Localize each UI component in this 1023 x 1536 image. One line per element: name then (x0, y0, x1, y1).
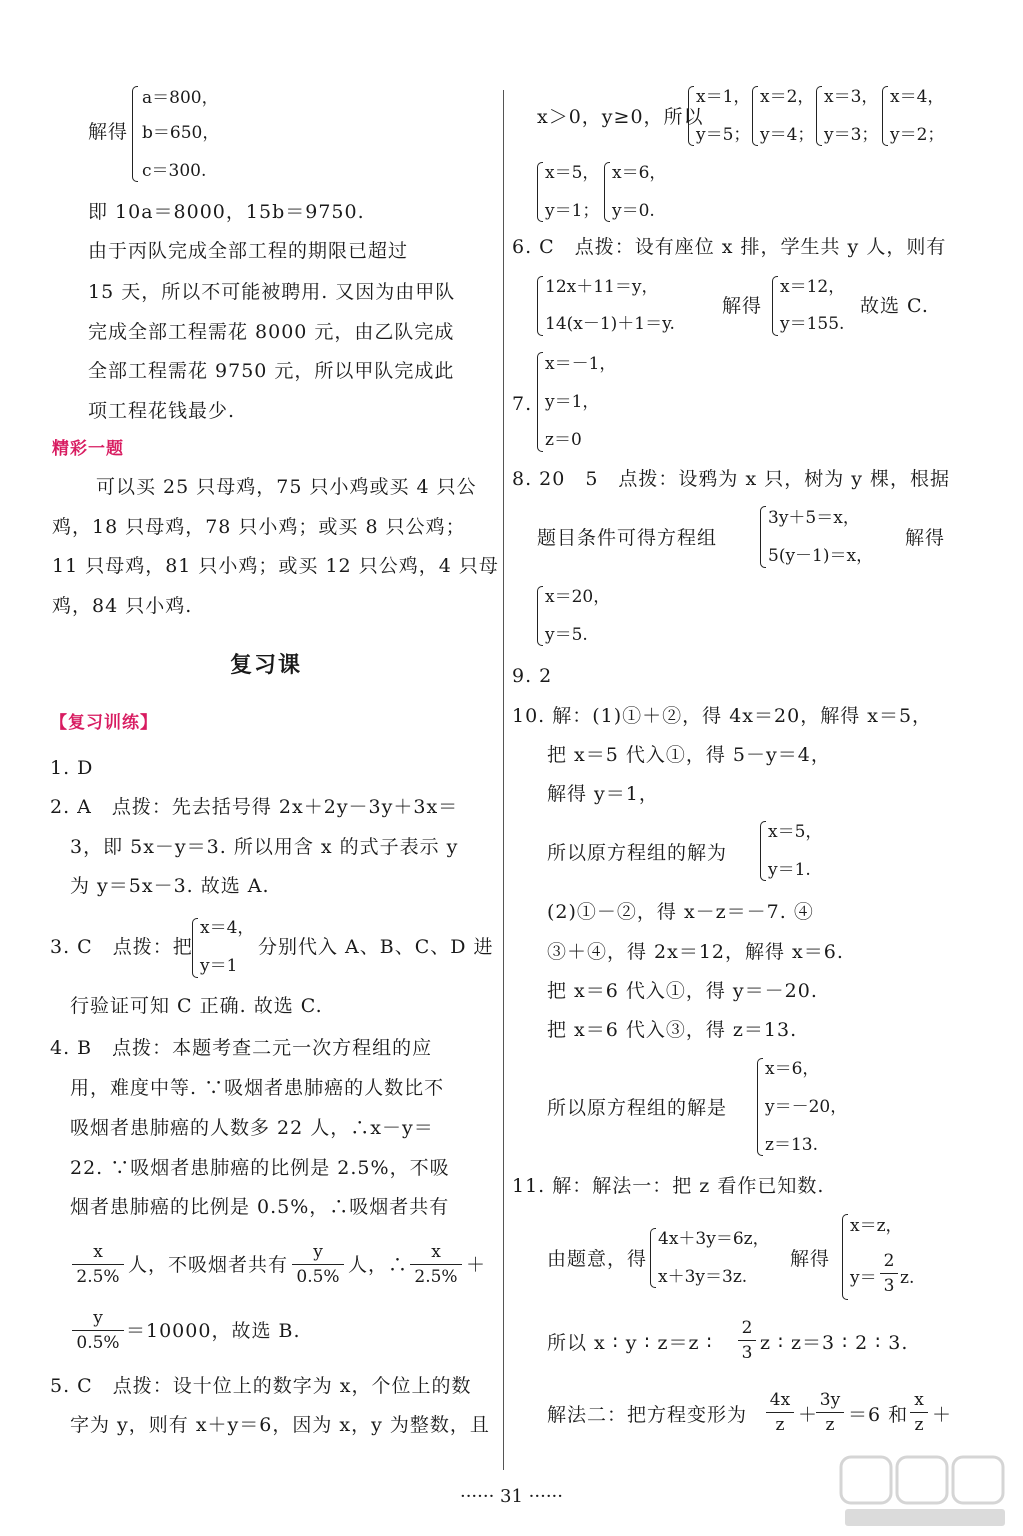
eq: x＝z， (850, 1216, 903, 1236)
brace (537, 352, 543, 452)
question-3-post: 分别代入 A、B、C、D 进 (258, 936, 494, 958)
question-3-pre: 3. C 点拨：把 (50, 936, 193, 958)
question-9: 9. 2 (512, 665, 553, 687)
text: 所以原方程组的解为 (547, 842, 728, 864)
text-line: 完成全部工程需花 8000 元，由乙队完成 (88, 321, 455, 343)
question-6: 6. C 点拨：设有座位 x 排，学生共 y 人，则有 (512, 236, 947, 258)
watermark-logo (839, 1453, 1009, 1528)
question-4-line: 烟者患肺癌的比例是 0.5%，∴吸烟者共有 (70, 1196, 450, 1218)
brace (688, 86, 694, 146)
text-line: 15 天，所以不可能被聘用. 又因为由甲队 (88, 281, 456, 303)
question-7-label: 7. (512, 393, 533, 415)
text-line: 可以买 25 只母鸡，75 只小鸡或买 4 只公 (96, 476, 477, 498)
eq: z＝13. (765, 1135, 818, 1155)
fraction: y 0.5% (72, 1308, 124, 1353)
brace (537, 586, 543, 646)
text-line: 即 10a＝8000，15b＝9750. (88, 201, 365, 223)
question-2-line: 3，即 5x－y＝3. 所以用含 x 的式子表示 y (70, 836, 459, 858)
eq: 14(x－1)＋1＝y. (545, 314, 675, 334)
question-4-line: 吸烟者患肺癌的人数多 22 人，∴x－y＝ (70, 1117, 434, 1139)
text: 所以原方程组的解是 (547, 1097, 728, 1119)
question-2-line: 为 y＝5x－3. 故选 A. (70, 875, 270, 897)
eq: c＝300. (142, 161, 207, 181)
section-title: 复习课 (230, 653, 303, 678)
text: 人，∴ (348, 1254, 409, 1276)
eq: 3y＋5＝x， (768, 508, 860, 528)
question-4-line: 22. ∵吸烟者患肺癌的比例是 2.5%，不吸 (70, 1157, 450, 1179)
question-2-line: 2. A 点拨：先去括号得 2x＋2y－3y＋3x＝ (50, 796, 459, 818)
text: 解得 (790, 1248, 831, 1270)
eq: z＝0 (545, 430, 582, 450)
brace (752, 86, 758, 146)
question-3-line: 行验证可知 C 正确. 故选 C. (70, 995, 323, 1017)
eq: x＝12， (780, 277, 846, 297)
eq: y＝－20， (765, 1097, 848, 1117)
text-line: 11 只母鸡，81 只小鸡；或买 12 只公鸡，4 只母 (52, 555, 499, 577)
eq: y＝3； (824, 125, 879, 145)
fraction: x 2.5% (410, 1242, 462, 1287)
text-line: 项工程花钱最少. (88, 400, 236, 422)
question-5-line: 5. C 点拨：设十位上的数字为 x，个位上的数 (50, 1375, 472, 1397)
eq: y＝2； (890, 125, 945, 145)
question-1: 1. D (50, 757, 94, 779)
eq: y＝1， (545, 392, 600, 412)
eq: y＝0. (612, 201, 655, 221)
brace (882, 86, 888, 146)
eq: 12x＋11＝y， (545, 277, 659, 297)
section-label-train: 【复习训练】 (50, 713, 158, 733)
question-10-line: 把 x＝6 代入①，得 y＝－20. (547, 980, 818, 1002)
text-line: 全部工程需花 9750 元，所以甲队完成此 (88, 360, 455, 382)
text: 题目条件可得方程组 (537, 527, 718, 549)
question-10-line: 10. 解：(1)①＋②，得 4x＝20，解得 x＝5， (512, 705, 933, 727)
fraction: 2 3 (738, 1318, 756, 1363)
eq: x＝6， (765, 1059, 820, 1079)
eq: x＋3y＝3z. (658, 1267, 748, 1287)
text: ＋ (798, 1404, 819, 1426)
text: ＝6 和 (848, 1404, 909, 1426)
eq: y＝4； (760, 125, 815, 145)
text-line: 鸡，18 只母鸡，78 只小鸡；或买 8 只公鸡； (52, 516, 466, 538)
eq: x＝5， (545, 163, 600, 183)
brace (760, 506, 766, 568)
text: 故选 C. (860, 295, 929, 317)
eq: x＝4， (890, 87, 945, 107)
question-10-line: (2)①－②，得 x－z＝－7. ④ (547, 901, 814, 923)
brace (192, 918, 198, 978)
text: 解得 (905, 527, 946, 549)
eq: y＝1； (545, 201, 600, 221)
brace (842, 1214, 848, 1300)
eq: a＝800， (142, 88, 219, 108)
eq: 4x＋3y＝6z， (658, 1229, 770, 1249)
text-line: 由于丙队完成全部工程的期限已超过 (88, 240, 409, 262)
text: 人，不吸烟者共有 (128, 1254, 289, 1276)
brace (537, 276, 543, 336)
brace (650, 1228, 656, 1288)
question-4-line: 4. B 点拨：本题考查二元一次方程组的应 (50, 1037, 433, 1059)
eq: y＝155. (780, 314, 845, 334)
question-11: 11. 解：解法一：把 z 看作已知数. (512, 1175, 825, 1197)
eq: y＝1 (200, 956, 238, 976)
fraction: 3y z (816, 1390, 844, 1435)
brace (757, 1058, 763, 1156)
text: ＝10000，故选 B. (126, 1320, 301, 1342)
text: ＋ (932, 1404, 953, 1426)
brace (760, 821, 766, 881)
eq: y＝ (850, 1268, 877, 1288)
text: 解法二：把方程变形为 (547, 1404, 748, 1426)
column-divider (503, 90, 504, 1470)
eq: x＝1， (696, 87, 751, 107)
eq: z. (900, 1268, 915, 1288)
eq: x＝4， (200, 918, 255, 938)
eq: 5(y－1)＝x， (768, 546, 874, 566)
text: 解得 (722, 295, 763, 317)
brace (772, 276, 778, 336)
solve-label: 解得 (88, 121, 129, 143)
fraction: x z (910, 1390, 928, 1435)
text: z ∶ z＝3 ∶ 2 ∶ 3. (760, 1332, 909, 1354)
brace (816, 86, 822, 146)
page-number: ······ 31 ······ (459, 1486, 563, 1507)
fraction: x 2.5% (72, 1242, 124, 1287)
text: 所以 x ∶ y ∶ z＝z ∶ (547, 1332, 713, 1354)
eq: y＝5； (696, 125, 751, 145)
eq: b＝650， (142, 123, 220, 143)
question-10-line: ③＋④，得 2x＝12，解得 x＝6. (547, 941, 844, 963)
eq: x＝20， (545, 587, 611, 607)
brace (604, 162, 610, 222)
question-4-line: 用，难度中等. ∵吸烟者患肺癌的人数比不 (70, 1077, 445, 1099)
question-10-line: 把 x＝6 代入③，得 z＝13. (547, 1019, 798, 1041)
eq: x＝3， (824, 87, 879, 107)
section-label-jingcai: 精彩一题 (52, 439, 124, 459)
eq: x＝6， (612, 163, 667, 183)
brace (132, 86, 138, 182)
brace (537, 162, 543, 222)
text: 由题意，得 (547, 1248, 648, 1270)
eq: x＝－1， (545, 354, 617, 374)
fraction: 4x z (766, 1390, 794, 1435)
question-8: 8. 20 5 点拨：设鸦为 x 只，树为 y 棵，根据 (512, 468, 951, 490)
text: ＋ (466, 1254, 487, 1276)
eq: x＝5， (768, 822, 823, 842)
question-10-line: 解得 y＝1， (547, 783, 659, 805)
text-line: 鸡，84 只小鸡. (52, 595, 193, 617)
question-5-line: 字为 y，则有 x＋y＝6，因为 x，y 为整数，且 (70, 1414, 490, 1436)
fraction: 2 3 (880, 1251, 898, 1296)
question-10-line: 把 x＝5 代入①，得 5－y＝4， (547, 744, 831, 766)
eq: y＝1. (768, 860, 811, 880)
text: x＞0，y≥0，所以 (537, 106, 704, 128)
fraction: y 0.5% (292, 1242, 344, 1287)
eq: x＝2， (760, 87, 815, 107)
eq: y＝5. (545, 625, 588, 645)
